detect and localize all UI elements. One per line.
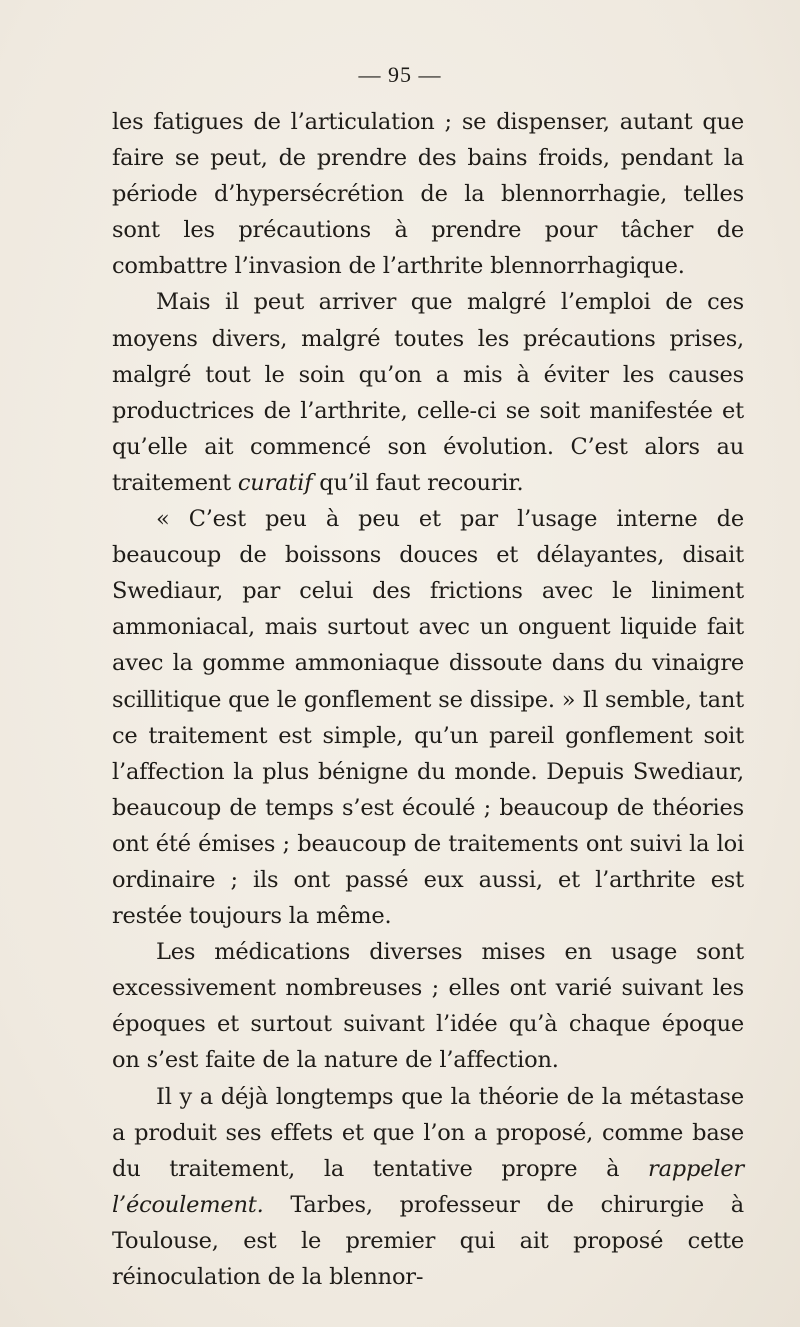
paragraph-2-text: Mais il peut arriver que malgré l’emploi de ces moyens divers, malgré toutes les précautions prises, malgré tout le soin qu’on a mis à éviter les causes productrices de l’arthrite, celle-ci se soit manifestée et qu’elle ait commencé son évolution. C’est alors au traitement [112,289,744,496]
paragraph-1 [112,104,744,284]
paragraph-2-text-end: qu’il faut recourir. [312,469,524,496]
paragraph-5-italic: rappeler l’écoulement. [112,1155,744,1218]
paragraph-5-text: Il y a déjà longtemps que la théorie de la métastase a produit ses effets et que l’on a proposé, comme base du traitement, la tentative propre à [112,1083,744,1182]
paragraph-2-italic: curatif [237,469,313,496]
paragraph-3-text: « C’est peu à peu et par l’usage interne de beaucoup de boissons douces et délayantes, disait Swediaur, par celui des frictions avec le liniment ammoniacal, mais surtout avec un onguent liquide fait avec la gomme ammoniaque dissoute dans du vinaigre scillitique que le gonflement se dissipe. » Il semble, tant ce traitement est simple, qu’un pareil gonflement soit l’affection la plus bénigne du monde. Depuis Swediaur, beaucoup de temps s’est écoulé ; beaucoup de théories ont été émises ; beaucoup de traitements ont suivi la loi ordinaire ; ils ont passé eux aussi, et l’arthrite est restée toujours la même. [112,506,744,930]
paragraph-1-text: les fatigues de l’articulation ; se dispenser, autant que faire se peut, de prendre des bains froids, pendant la période d’hypersécrétion de la blennorrhagie, telles sont les précautions à prendre pour tâcher de combattre l’invasion de l’arthrite blennorrhagique. [112,109,744,280]
body-text [112,104,744,1295]
paragraph-5-text-end: Tarbes, professeur de chirurgie à Toulouse, est le premier qui ait proposé cette réinoculation de la blennor- [112,1191,744,1290]
page-number: — 95 — [358,62,442,87]
paragraph-4-text: Les médications diverses mises en usage sont excessivement nombreuses ; elles ont varié suivant les époques et surtout suivant l’idée qu’à chaque époque on s’est faite de la nature de l’affection. [112,939,744,1074]
paragraph-3 [112,501,744,934]
paragraph-4 [112,934,744,1078]
paragraph-2 [112,284,744,501]
paragraph-5 [112,1079,744,1296]
